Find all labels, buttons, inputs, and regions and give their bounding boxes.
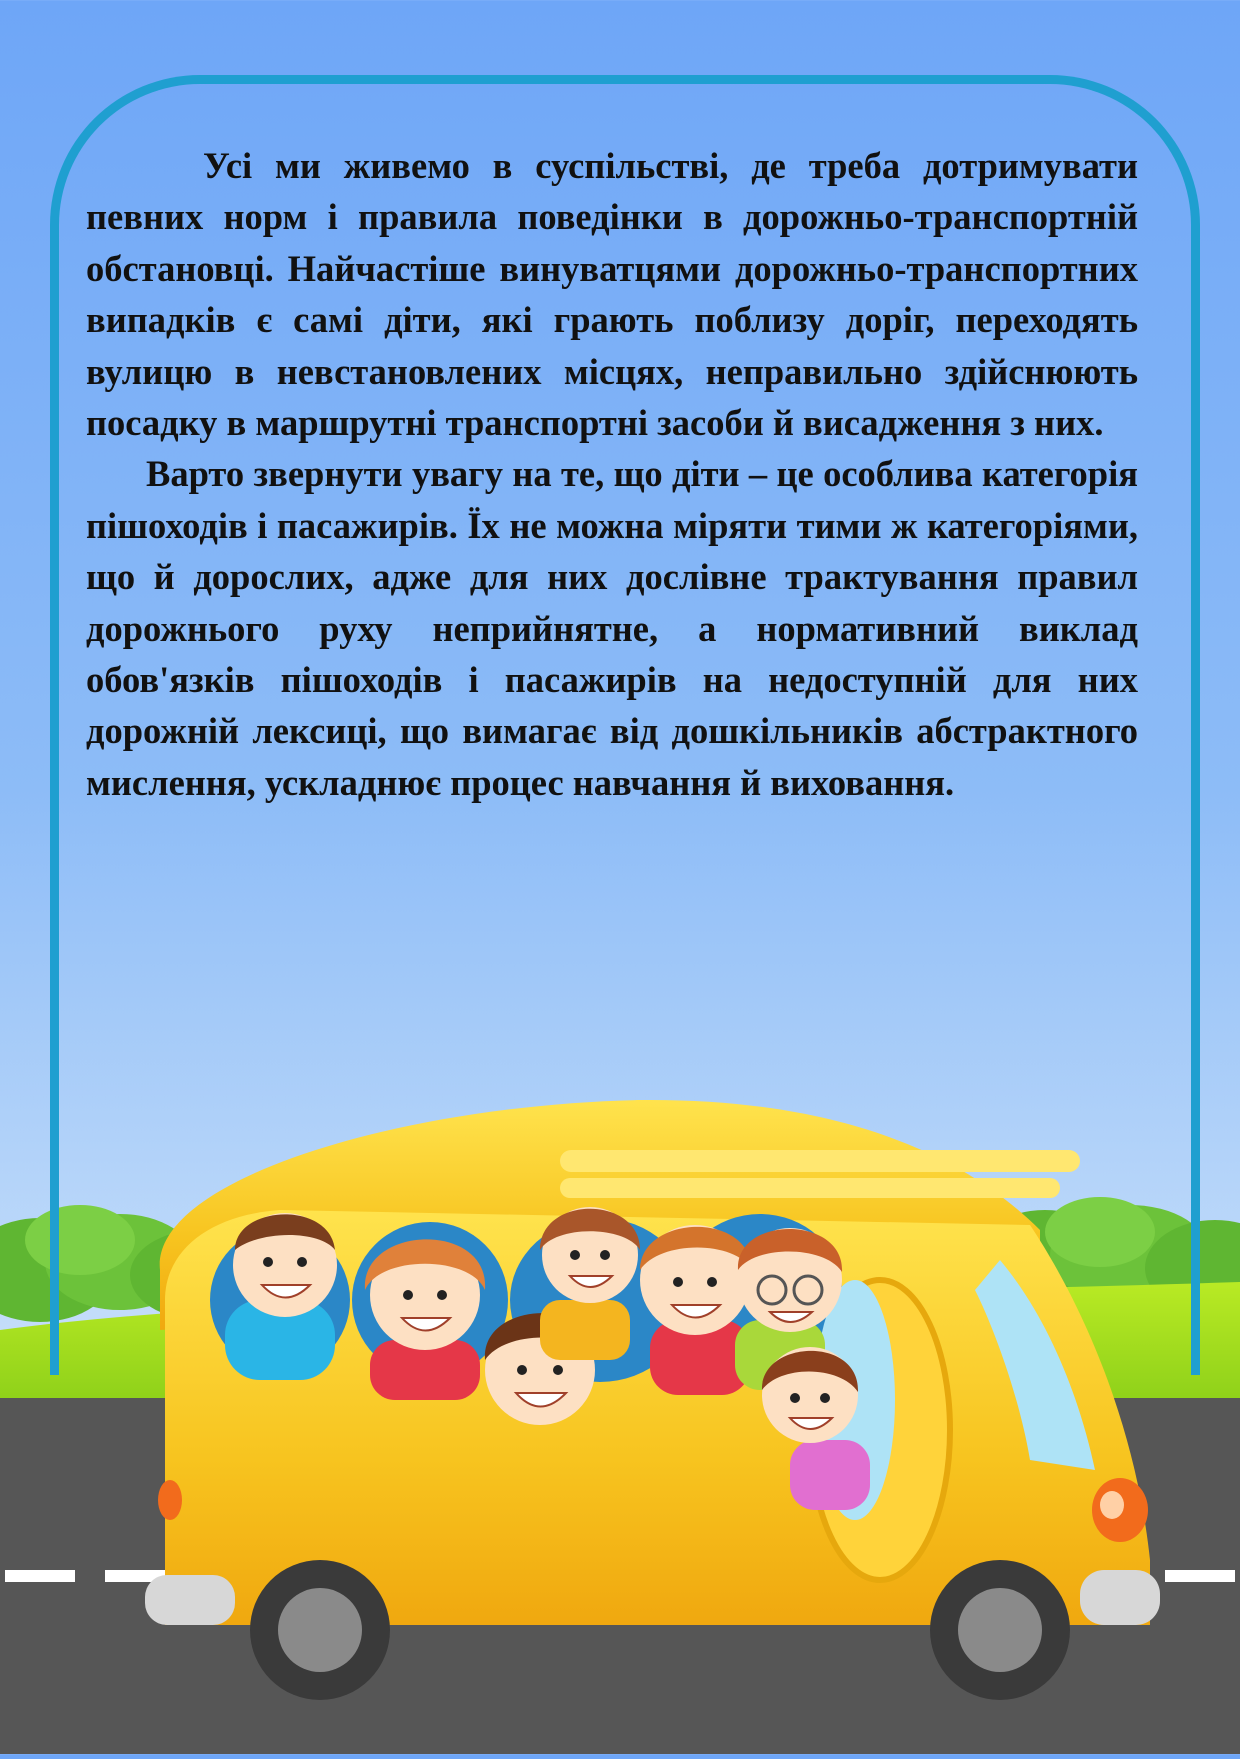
text-block	[86, 140, 1138, 808]
paragraph-1: Усі ми живемо в суспільстві, де треба дотримувати певних норм і правила поведінки в дорожньо-транспортній обстановці. Найчастіше винуватцями дорожньо-транспортних випадків є самі діти, які грають поблизу доріг, переходять вулицю в невстановлених місцях, неправильно здійснюють посадку в маршрутні транспортні засоби й висадження з них.	[86, 145, 1138, 444]
paragraph-2: Варто звернути увагу на те, що діти – це особлива категорія пішоходів і пасажирів. Їх не можна міряти тими ж категоріями, що й дорослих, адже для них дослівне трактування правил дорожнього руху неприйнятне, а нормативний виклад обов'язків пішоходів і пасажирів на недоступній для них дорожній лексиці, що вимагає від дошкільників абстрактного мислення, ускладнює процес навчання й виховання.	[86, 453, 1138, 803]
